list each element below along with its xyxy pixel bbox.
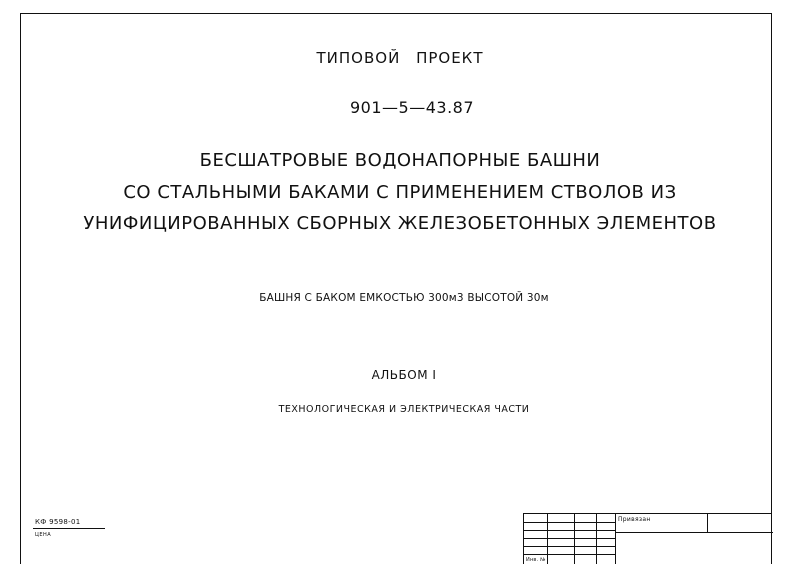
main-title-line-3: УНИФИЦИРОВАННЫХ СБОРНЫХ ЖЕЛЕЗОБЕТОННЫХ ЭЛЕМЕНТОВ: [83, 213, 717, 234]
catalog-code: КФ 9598-01: [33, 516, 105, 529]
stamp-row-line: [524, 538, 615, 539]
stamp-row-line: [524, 522, 615, 523]
sheet-border: [20, 13, 772, 564]
stamp-row-line: [524, 554, 615, 555]
project-number: 901—5—43.87: [349, 98, 475, 117]
parts-description: ТЕХНОЛОГИЧЕСКАЯ И ЭЛЕКТРИЧЕСКАЯ ЧАСТИ: [278, 404, 530, 415]
inventory-label: Инв. №: [526, 557, 546, 563]
album-label: АЛЬБОМ I: [371, 368, 437, 382]
project-type-word-1: ТИПОВОЙ: [316, 49, 401, 67]
stamp-row-line: [524, 546, 615, 547]
catalog-code-block: [33, 516, 105, 541]
stamp-divider: [707, 514, 708, 532]
stamp-divider: [615, 514, 616, 564]
approval-stamp-table: [523, 513, 772, 564]
main-title-line-1: БЕСШАТРОВЫЕ ВОДОНАПОРНЫЕ БАШНИ: [199, 150, 601, 171]
price-label: ЦЕНА: [35, 532, 52, 538]
project-type-heading: [0, 49, 800, 67]
binding-label: Привязан: [618, 516, 651, 523]
stamp-row-line: [524, 530, 615, 531]
stamp-row-line: [615, 532, 773, 533]
main-title-line-2: СО СТАЛЬНЫМИ БАКАМИ С ПРИМЕНЕНИЕМ СТВОЛОВ ИЗ: [123, 182, 677, 203]
tower-subtitle: БАШНЯ С БАКОМ ЕМКОСТЬЮ 300м3 ВЫСОТОЙ 30м: [259, 292, 549, 304]
project-type-word-2: ПРОЕКТ: [416, 49, 484, 67]
